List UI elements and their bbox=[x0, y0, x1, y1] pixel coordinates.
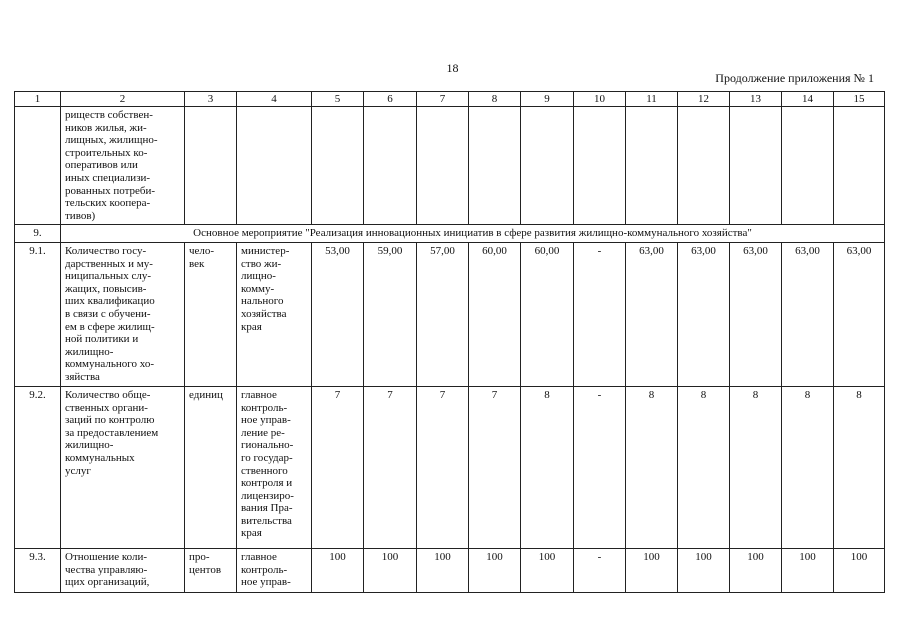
value-cell: - bbox=[574, 386, 626, 548]
value-cell: 63,00 bbox=[730, 242, 782, 386]
indicator-name: Количество обще- ственных органи- заций по контролю за предоставлением жилищно- коммунальных услуг bbox=[61, 386, 185, 548]
value-cell: 8 bbox=[834, 386, 885, 548]
column-header: 15 bbox=[834, 92, 885, 107]
value-cell: 7 bbox=[364, 386, 417, 548]
value-cell: 100 bbox=[626, 548, 678, 592]
value-cell: 63,00 bbox=[782, 242, 834, 386]
responsible-executor: министер- ство жи- лищно- комму- нального хозяйства края bbox=[237, 242, 312, 386]
column-header: 2 bbox=[61, 92, 185, 107]
unit: единиц bbox=[185, 386, 237, 548]
value-cell: 7 bbox=[417, 386, 469, 548]
column-header: 1 bbox=[15, 92, 61, 107]
indicator-name: риществ собствен- ников жилья, жи- лищных, жилищно- строительных ко- оперативов или иных специализи- рованных потреби- тельских коопера- тивов) bbox=[61, 107, 185, 225]
column-header: 7 bbox=[417, 92, 469, 107]
responsible-executor: главное контроль- ное управ- ление ре- гионально- го государ- ственного контроля и лицензиро- вания Пра- вительства края bbox=[237, 386, 312, 548]
column-header: 13 bbox=[730, 92, 782, 107]
value-cell: 100 bbox=[417, 548, 469, 592]
row-index: 9.1. bbox=[15, 242, 61, 386]
value-cell: 60,00 bbox=[521, 242, 574, 386]
value-cell: 100 bbox=[782, 548, 834, 592]
column-header: 6 bbox=[364, 92, 417, 107]
indicator-name: Количество госу- дарственных и му- ниципальных слу- жащих, повысив- ших квалификацио в связи с обучени- ем в сфере жилищ- ной политики и жилищно- коммунального хо- зяйства bbox=[61, 242, 185, 386]
value-cell: 8 bbox=[521, 386, 574, 548]
indicator-name: Отношение коли- чества управляю- щих организаций, bbox=[61, 548, 185, 592]
value-cell: 100 bbox=[730, 548, 782, 592]
value-cell: 100 bbox=[469, 548, 521, 592]
section-title: Основное мероприятие "Реализация инновационных инициатив в сфере развития жилищно-коммунального хозяйства" bbox=[61, 225, 885, 243]
column-header: 12 bbox=[678, 92, 730, 107]
column-header: 4 bbox=[237, 92, 312, 107]
value-cell: 53,00 bbox=[312, 242, 364, 386]
value-cell: 63,00 bbox=[678, 242, 730, 386]
page-number: 18 bbox=[446, 61, 459, 75]
value-cell: 100 bbox=[312, 548, 364, 592]
value-cell: 7 bbox=[469, 386, 521, 548]
indicators-table bbox=[14, 91, 885, 593]
value-cell: 8 bbox=[626, 386, 678, 548]
column-number-row bbox=[15, 92, 885, 107]
column-header: 14 bbox=[782, 92, 834, 107]
column-header: 10 bbox=[574, 92, 626, 107]
value-cell: 8 bbox=[678, 386, 730, 548]
value-cell: 60,00 bbox=[469, 242, 521, 386]
value-cell: 63,00 bbox=[834, 242, 885, 386]
unit: чело- век bbox=[185, 242, 237, 386]
table-row-continuation bbox=[15, 107, 885, 225]
row-index: 9.3. bbox=[15, 548, 61, 592]
value-cell: 100 bbox=[364, 548, 417, 592]
section-row bbox=[15, 225, 885, 243]
column-header: 5 bbox=[312, 92, 364, 107]
value-cell: 63,00 bbox=[626, 242, 678, 386]
value-cell: - bbox=[574, 242, 626, 386]
value-cell: 100 bbox=[521, 548, 574, 592]
column-header: 3 bbox=[185, 92, 237, 107]
table-row bbox=[15, 548, 885, 592]
value-cell: 57,00 bbox=[417, 242, 469, 386]
column-header: 8 bbox=[469, 92, 521, 107]
value-cell: 100 bbox=[834, 548, 885, 592]
row-index: 9.2. bbox=[15, 386, 61, 548]
column-header: 9 bbox=[521, 92, 574, 107]
responsible-executor: главное контроль- ное управ- bbox=[237, 548, 312, 592]
section-index: 9. bbox=[15, 225, 61, 243]
table-row bbox=[15, 242, 885, 386]
value-cell: 7 bbox=[312, 386, 364, 548]
value-cell: 8 bbox=[730, 386, 782, 548]
column-header: 11 bbox=[626, 92, 678, 107]
continuation-label: Продолжение приложения № 1 bbox=[715, 71, 874, 85]
unit: про- центов bbox=[185, 548, 237, 592]
value-cell: 100 bbox=[678, 548, 730, 592]
table-row bbox=[15, 386, 885, 548]
value-cell: 8 bbox=[782, 386, 834, 548]
value-cell: - bbox=[574, 548, 626, 592]
value-cell: 59,00 bbox=[364, 242, 417, 386]
